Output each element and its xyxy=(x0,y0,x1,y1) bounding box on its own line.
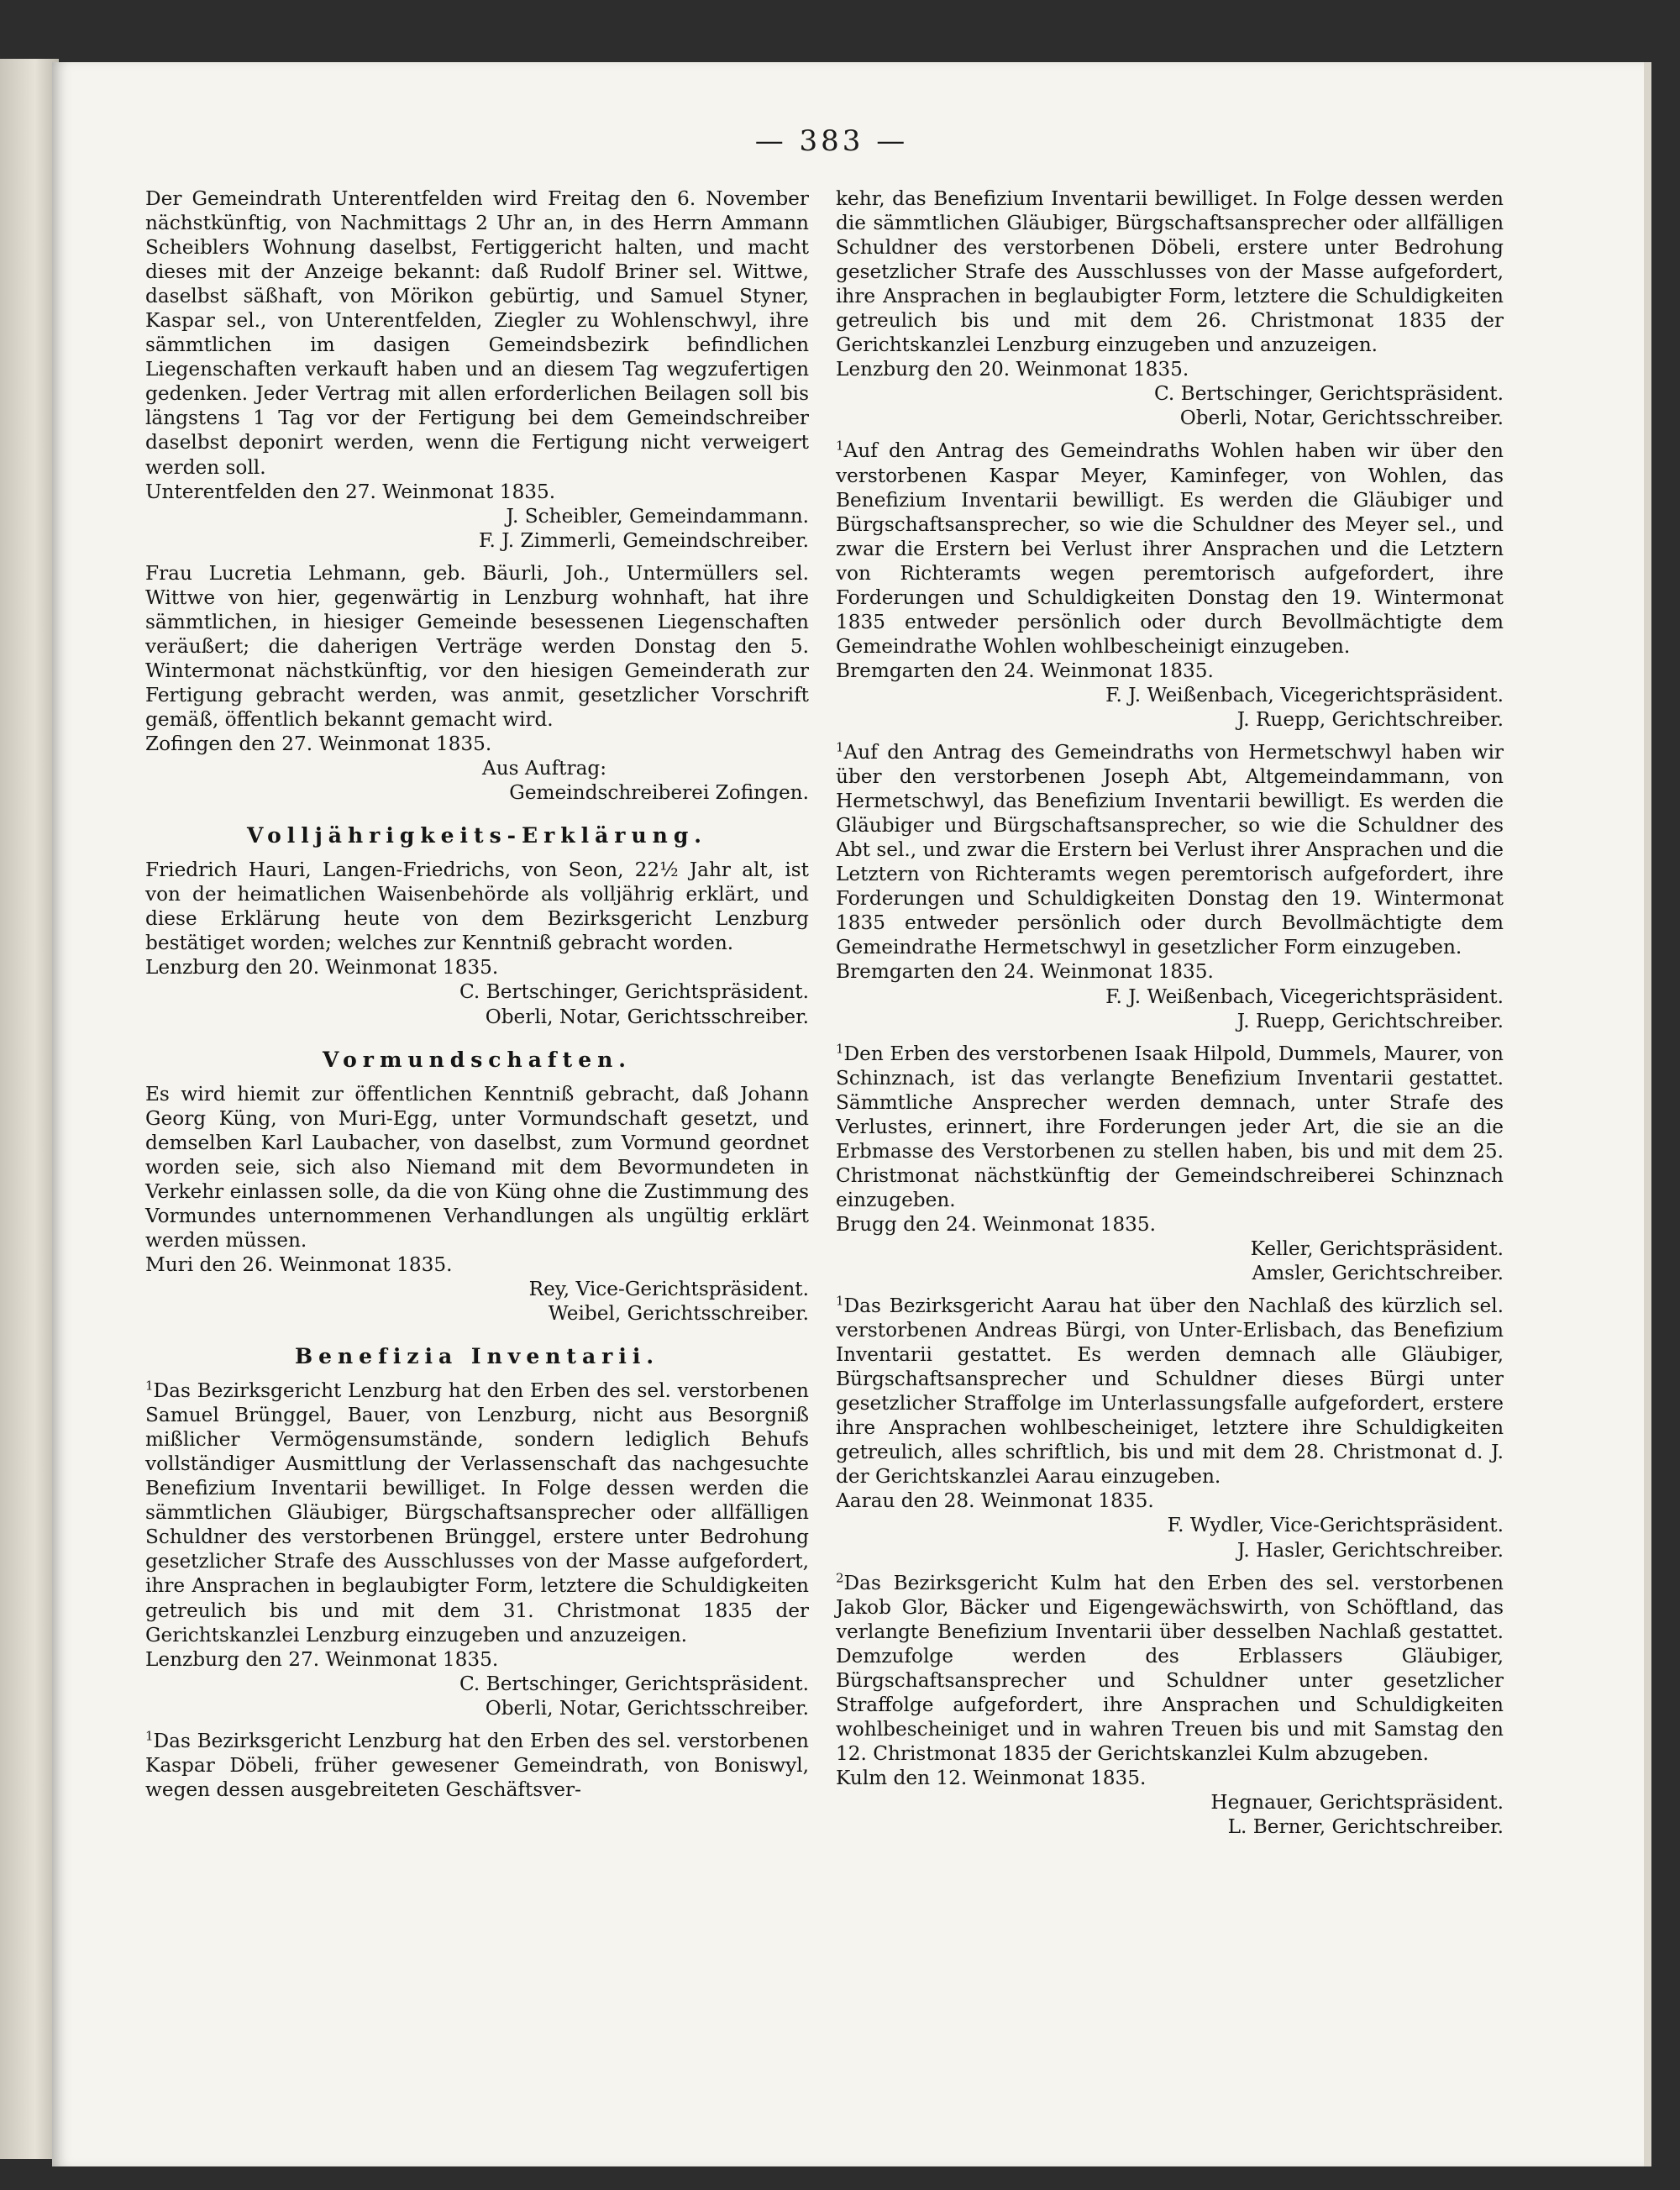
signature-line: J. Scheibler, Gemeindammann. xyxy=(506,504,809,528)
paragraph-text: Auf den Antrag des Gemeindraths von Hermetschwyl haben wir über den verstorbenen Joseph Abt, Altgemeindammann, von Hermetschwyl, das Benefizium Inventarii bewilligt. Es werden die Gläubiger und Bürgschaftsansprecher, so wie die Schuldner des Abt sel., und zwar die Erstern bei Verlust ihrer Ansprachen und die Letztern von Richteramts wegen peremtorisch aufgefordert, ihre Forderungen und Schuldigkeiten Donstag den 19. Wintermonat 1835 entweder persönlich oder durch Bevollmächtigte dem Gemeindrathe Hermetschwyl in gesetzlicher Form einzugeben. xyxy=(836,741,1504,959)
notice-paragraph xyxy=(145,1729,809,1802)
dateline: Unterentfelden den 27. Weinmonat 1835. xyxy=(145,480,556,503)
dateline: Zofingen den 27. Weinmonat 1835. xyxy=(145,733,492,756)
paragraph-text: Der Gemeindrath Unterentfelden wird Freitag den 6. November nächstkünftig, von Nachmittags 2 Uhr an, in des Herrn Ammann Scheiblers Wohnung daselbst, Fertiggericht halten, und macht dieses mit der Anzeige bekannt: daß Rudolf Briner sel. Wittwe, daselbst säßhaft, von Mörikon gebürtig, und Samuel Styner, Kaspar sel., von Unterentfelden, Ziegler zu Wohlenschwyl, ihre sämmtlichen im dasigen Gemeindsbezirk befindlichen Liegenschaften verkauft haben und an diesem Tag wegzufertigen gedenken. Jeder Vertrag mit allen erforderlichen Beilagen soll bis längstens 1 Tag vor der Fertigung bei dem Gemeindschreiber daselbst deponirt werden, wenn die Fertigung nicht verweigert werden soll. xyxy=(145,187,809,479)
dateline: Aarau den 28. Weinmonat 1835. xyxy=(836,1489,1154,1513)
notice-paragraph xyxy=(145,186,809,480)
signature-line: Rey, Vice-Gerichtspräsident. xyxy=(528,1277,809,1300)
paragraph-text: Das Bezirksgericht Kulm hat den Erben des sel. verstorbenen Jakob Glor, Bäcker und Eigengewächswirth, von Schöftland, das verlangte Benefizium Inventarii über desselben Nachlaß gestattet. Demzufolge werden des Erblassers Gläubiger, Bürgschaftsansprecher und Schuldner unter gesetzlicher Straffolge aufgefordert, ihre Ansprachen und Schuldigkeiten wohlbescheiniget und in wahren Treuen bis und mit Samstag den 12. Christmonat 1835 der Gerichtskanzlei Kulm abzugeben. xyxy=(836,1571,1504,1765)
paragraph-text: Das Bezirksgericht Aarau hat über den Nachlaß des kürzlich sel. verstorbenen Andreas Bürgi, von Unter-Erlisbach, das Benefizium Inventarii gestattet. Es werden demnach alle Gläubiger, Bürgschaftsansprecher und Schuldner dieses Bürgi unter gesetzlicher Straffolge im Unterlassungsfalle aufgefordert, erstere ihre Ansprachen wohlbescheiniget, letztere ihre Schuldigkeiten getreulich, alles schriftlich, bis und mit dem 28. Christmonat d. J. der Gerichtskanzlei Aarau einzugeben. xyxy=(836,1295,1504,1489)
dateline: Lenzburg den 27. Weinmonat 1835. xyxy=(145,1647,499,1671)
signature-line: Oberli, Notar, Gerichtsschreiber. xyxy=(1179,407,1504,430)
signature-line: F. J. Weißenbach, Vicegerichtspräsident. xyxy=(1105,985,1504,1008)
paragraph-text: Es wird hiemit zur öffentlichen Kenntniß gebracht, daß Johann Georg Küng, von Muri-Egg, unter Vormundschaft gesetzt, und demselben Karl Laubacher, von daselbst, zum Vormund geordnet worden seie, sich also Niemand mit dem Bevormundeten in Verkehr einlassen solle, da die von Küng ohne die Zustimmung des Vormundes unternommenen Verhandlungen als ungültig erklärt werden müssen. xyxy=(145,1082,809,1252)
dateline: Muri den 26. Weinmonat 1835. xyxy=(145,1253,453,1276)
signature-line: F. J. Weißenbach, Vicegerichtspräsident. xyxy=(1105,683,1504,706)
notice-paragraph xyxy=(836,439,1504,658)
signature-line: Hegnauer, Gerichtspräsident. xyxy=(1210,1791,1504,1814)
paragraph-text: kehr, das Benefizium Inventarii bewilliget. In Folge dessen werden die sämmtlichen Gläubiger, Bürgschaftsansprecher oder allfälligen Schuldner des verstorbenen Döbeli, erstere unter Bedrohung gesetzlicher Strafe des Ausschlusses von der Masse aufgefordert, ihre Ansprachen in beglaubigter Form, letztere die Schuldigkeiten getreulich bis und mit dem 26. Christmonat 1835 der Gerichtskanzlei Lenzburg einzugeben und anzuzeigen. xyxy=(836,187,1504,357)
signature-line: Amsler, Gerichtschreiber. xyxy=(1252,1262,1504,1285)
previous-page-edge xyxy=(0,59,59,2159)
notice-paragraph xyxy=(836,186,1504,357)
section-heading: Volljährigkeits-Erklärung. xyxy=(246,823,707,848)
dateline: Brugg den 24. Weinmonat 1835. xyxy=(836,1212,1157,1236)
signature-line: J. Ruepp, Gerichtschreiber. xyxy=(1236,1009,1504,1032)
notice-paragraph xyxy=(145,1082,809,1253)
paragraph-marker: 1 xyxy=(145,1728,154,1744)
dateline: Kulm den 12. Weinmonat 1835. xyxy=(836,1766,1147,1789)
notice-paragraph xyxy=(145,1379,809,1647)
paragraph-marker: 1 xyxy=(145,1378,154,1394)
notice-paragraph xyxy=(836,1571,1504,1766)
signature-line: L. Berner, Gerichtschreiber. xyxy=(1227,1815,1504,1839)
paragraph-text: Das Bezirksgericht Lenzburg hat den Erben des sel. verstorbenen Samuel Brünggel, Bauer, von Lenzburg, nicht aus Besorgniß mißlicher Vermögensumstände, sondern lediglich Behufs vollständiger Ausmittlung der Verlassenschaft das nachgesuchte Benefizium Inventarii bewilliget. In Folge dessen werden die sämmtlichen Gläubiger, Bürgschaftsansprecher oder allfälligen Schuldner des verstorbenen Brünggel, erstere unter Bedrohung gesetzlicher Strafe des Ausschlusses von der Masse aufgefordert, ihre Ansprachen in beglaubigter Form, letztere die Schuldigkeiten getreulich bis und mit dem 31. Christmonat 1835 der Gerichtskanzlei Lenzburg einzugeben und anzuzeigen. xyxy=(145,1379,809,1646)
section-heading: Benefizia Inventarii. xyxy=(294,1344,660,1369)
signature-line: C. Bertschinger, Gerichtspräsident. xyxy=(459,1672,809,1695)
dateline: Lenzburg den 20. Weinmonat 1835. xyxy=(836,358,1189,381)
signature-line: C. Bertschinger, Gerichtspräsident. xyxy=(459,980,809,1004)
signature-line: J. Hasler, Gerichtschreiber. xyxy=(1236,1538,1504,1562)
paragraph-text: Den Erben des verstorbenen Isaak Hilpold, Dummels, Maurer, von Schinznach, ist das verlangte Benefizium Inventarii gestattet. Sämmtliche Ansprecher werden demnach, unter Strafe des Verlustes, erinnert, ihre Forderungen jeder Art, die sie an die Erbmasse des Verstorbenen zu stellen haben, bis und mit dem 25. Christmonat nächstkünftig der Gemeindschreiberei Schinznach einzugeben. xyxy=(836,1042,1504,1211)
page-edge xyxy=(1644,62,1651,2166)
right-column xyxy=(836,186,1504,1839)
signature-line: Oberli, Notar, Gerichtsschreiber. xyxy=(485,1005,809,1028)
notice-paragraph xyxy=(145,561,809,732)
signature-line: F. J. Zimmerli, Gemeindschreiber. xyxy=(479,528,809,552)
dateline: Bremgarten den 24. Weinmonat 1835. xyxy=(836,659,1214,682)
notice-paragraph xyxy=(836,1294,1504,1489)
signature-line: C. Bertschinger, Gerichtspräsident. xyxy=(1154,382,1504,406)
dateline: Lenzburg den 20. Weinmonat 1835. xyxy=(145,956,499,979)
signature-line: Oberli, Notar, Gerichtsschreiber. xyxy=(485,1696,809,1720)
paragraph-text: Das Bezirksgericht Lenzburg hat den Erben des sel. verstorbenen Kaspar Döbeli, früher gewesener Gemeindrath, von Boniswyl, wegen dessen ausgebreiteten Geschäftsver- xyxy=(145,1729,809,1801)
dateline: Bremgarten den 24. Weinmonat 1835. xyxy=(836,960,1214,984)
paragraph-marker: 1 xyxy=(836,739,844,755)
paragraph-marker: 1 xyxy=(836,1293,844,1309)
paragraph-text: Frau Lucretia Lehmann, geb. Bäurli, Joh., Untermüllers sel. Wittwe von hier, gegenwärtig in Lenzburg wohnhaft, hat ihre sämmtlichen, in hiesiger Gemeinde besessenen Liegenschaften veräußert; die daherigen Verträge werden Donstag den 5. Wintermonat nächstkünftig, vor den hiesigen Gemeinderath zur Fertigung gebracht werden, was anmit, gesetzlicher Vorschrift gemäß, öffentlich bekannt gemacht wird. xyxy=(145,561,809,731)
signature-line: Weibel, Gerichtsschreiber. xyxy=(548,1302,809,1326)
notice-paragraph xyxy=(836,1042,1504,1212)
paragraph-marker: 2 xyxy=(836,1569,844,1585)
paragraph-marker: 1 xyxy=(836,438,844,454)
paragraph-text: Friedrich Hauri, Langen-Friedrichs, von Seon, 22½ Jahr alt, ist von der heimatlichen Waisenbehörde als volljährig erklärt, und diese Erklärung heute von dem Bezirksgericht Lenzburg bestätiget worden; welches zur Kenntniß gebracht worden. xyxy=(145,859,809,955)
signature-line: Keller, Gerichtspräsident. xyxy=(1250,1237,1504,1260)
notice-paragraph xyxy=(145,858,809,955)
paragraph-text: Auf den Antrag des Gemeindraths Wohlen haben wir über den verstorbenen Kaspar Meyer, Kaminfeger, von Wohlen, das Benefizium Inventarii bewilligt. Es werden die Gläubiger und Bürgschaftsansprecher, so wie die Schuldner des Meyer sel., und zwar die Erstern bei Verlust ihrer Ansprachen und die Letztern von Richteramts wegen peremtorisch aufgefordert, ihre Forderungen und Schuldigkeiten Donstag den 19. Wintermonat 1835 entweder persönlich oder durch Bevollmächtigte dem Gemeindrathe Wohlen wohlbescheinigt einzugeben. xyxy=(836,439,1504,658)
paragraph-marker: 1 xyxy=(836,1040,844,1056)
signature-line: Gemeindschreiberei Zofingen. xyxy=(509,781,809,805)
signature-line: F. Wydler, Vice-Gerichtspräsident. xyxy=(1167,1514,1504,1537)
page-number: — 383 — xyxy=(754,124,909,158)
notice-paragraph xyxy=(836,740,1504,959)
commission-line: Aus Auftrag: xyxy=(481,757,607,780)
signature-line: J. Ruepp, Gerichtschreiber. xyxy=(1236,707,1504,731)
left-column xyxy=(145,186,809,1802)
section-heading: Vormundschaften. xyxy=(323,1047,632,1072)
